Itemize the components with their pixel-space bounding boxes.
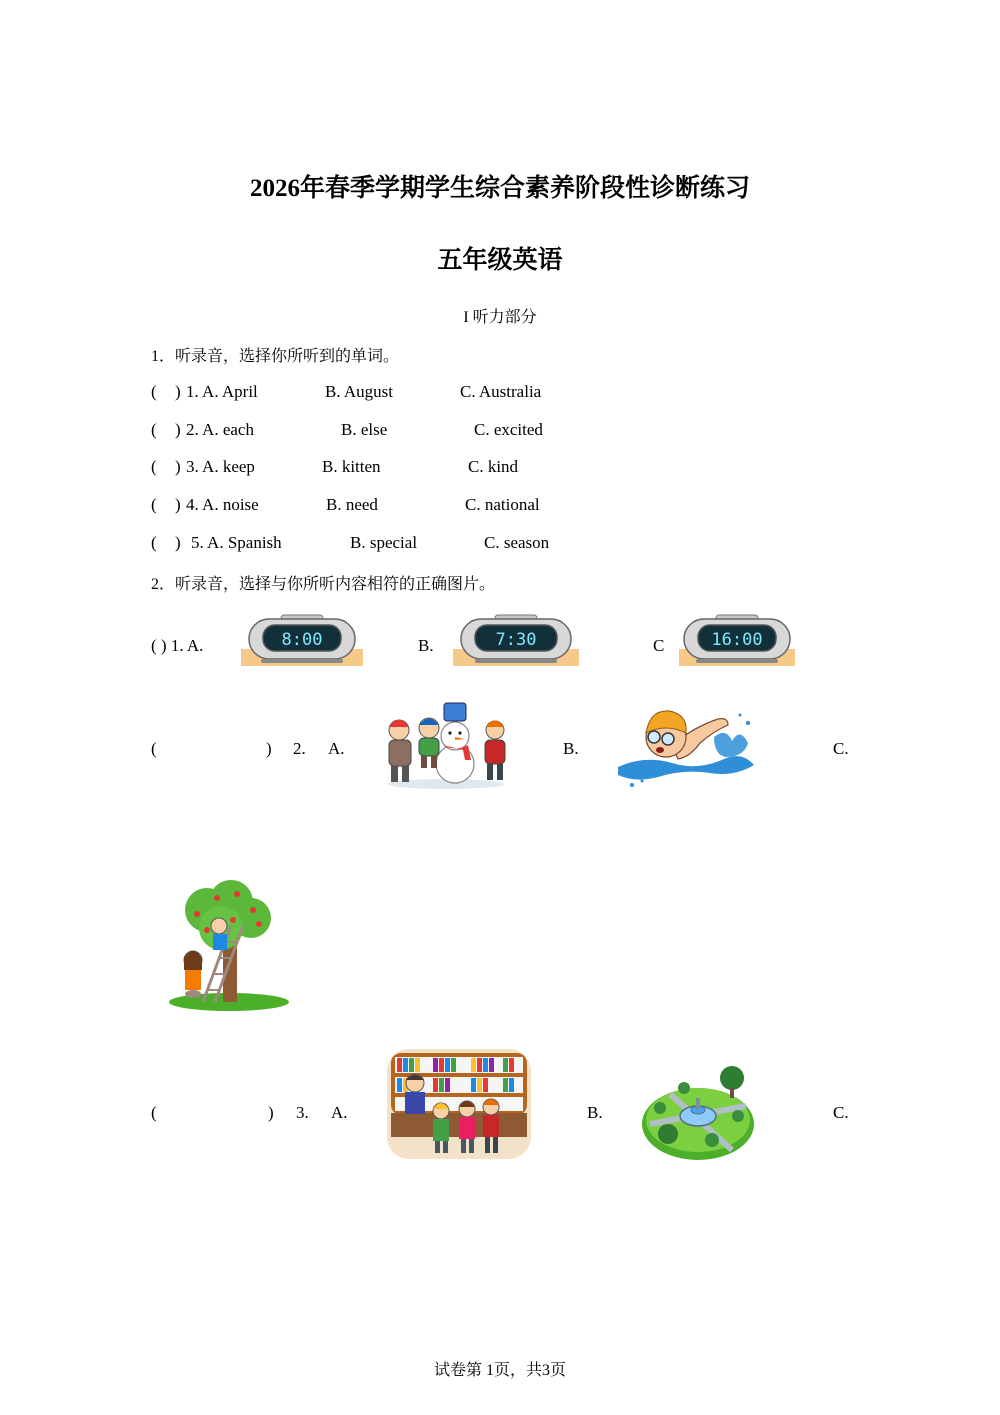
option-b-label: B.: [418, 636, 434, 655]
item-number: 2.: [293, 739, 306, 758]
option-c: C. season: [484, 533, 550, 552]
answer-bracket-open[interactable]: (: [151, 420, 157, 439]
clock-digits: 7:30: [495, 630, 537, 650]
option-c: C. excited: [474, 420, 543, 439]
answer-bracket-open[interactable]: (: [151, 382, 157, 401]
option-a-label: A.: [331, 1103, 348, 1122]
answer-bracket-close: ): [268, 1103, 274, 1122]
option-b-label: B.: [563, 739, 579, 758]
option-c: C. Australia: [460, 382, 542, 401]
answer-bracket-close: ): [175, 495, 181, 514]
option-c-label: C: [653, 636, 665, 655]
apple-picking-image[interactable]: [167, 880, 289, 1012]
option-b: B. else: [341, 420, 388, 439]
library-image[interactable]: [385, 1047, 533, 1161]
option-c-label: C.: [833, 1103, 849, 1122]
section-heading: I 听力部分: [463, 309, 537, 326]
option-c: C. kind: [468, 457, 519, 476]
answer-bracket-close: ): [266, 739, 272, 758]
swimmer-image[interactable]: [614, 697, 756, 790]
alarm-clock-7-30-image[interactable]: [453, 613, 579, 666]
option-b: B. kitten: [322, 457, 381, 476]
q1-instruction: 1．听录音，选择你所听到的单词。: [151, 348, 400, 365]
option-b: B. August: [325, 382, 394, 401]
option-a: 2. A. each: [186, 420, 254, 439]
page-title: 2026年春季学期学生综合素养阶段性诊断练习: [249, 175, 750, 202]
clock-digits: 8:00: [281, 630, 323, 650]
option-b-label: B.: [587, 1103, 603, 1122]
answer-bracket-open[interactable]: (: [151, 739, 157, 758]
q2-item1-prefix[interactable]: ( ) 1. A.: [151, 636, 204, 655]
q2-instruction: 2．听录音，选择与你所听内容相符的正确图片。: [151, 576, 496, 593]
option-b: B. special: [350, 533, 418, 552]
item-number: 3.: [296, 1103, 309, 1122]
answer-bracket-close: ): [175, 382, 181, 401]
option-c: C. national: [465, 495, 540, 514]
option-c-label: C.: [833, 739, 849, 758]
page-footer: 试卷第 1页，共3页: [433, 1362, 566, 1379]
option-a-label: A.: [328, 739, 345, 758]
answer-bracket-close: ): [175, 457, 181, 476]
alarm-clock-16-00-image[interactable]: [679, 613, 795, 666]
page-subtitle: 五年级英语: [437, 247, 563, 274]
option-a: 1. A. April: [186, 382, 258, 401]
answer-bracket-open[interactable]: (: [151, 1103, 157, 1122]
option-a: 5. A. Spanish: [191, 533, 282, 552]
park-fountain-image[interactable]: [640, 1064, 758, 1162]
option-a: 4. A. noise: [186, 495, 259, 514]
answer-bracket-open[interactable]: (: [151, 533, 157, 552]
answer-bracket-close: ): [175, 420, 181, 439]
clock-digits: 16:00: [711, 630, 763, 650]
snowman-kids-image[interactable]: [383, 700, 509, 790]
answer-bracket-open[interactable]: (: [151, 495, 157, 514]
alarm-clock-8-00-image[interactable]: [241, 613, 363, 666]
option-b: B. need: [326, 495, 378, 514]
answer-bracket-close: ): [175, 533, 181, 552]
answer-bracket-open[interactable]: (: [151, 457, 157, 476]
option-a: 3. A. keep: [186, 457, 255, 476]
